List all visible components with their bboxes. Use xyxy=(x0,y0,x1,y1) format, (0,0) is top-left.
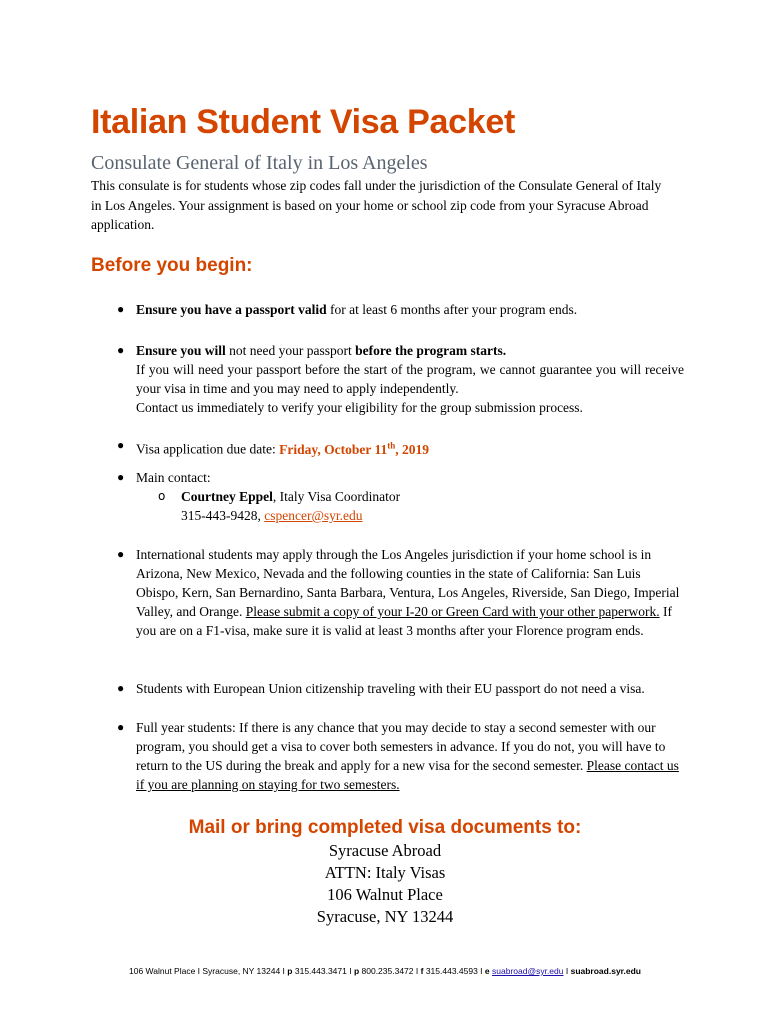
bullet-icon: ● xyxy=(117,438,125,452)
bullet7-text: Full year students: If there is any chance that you may decide to stay a second semester with our program, you should get a visa to cover both semesters in advance. If you do not, you will have to return to the US during the break and apply for a new visa for the second semester. xyxy=(136,720,666,773)
bullet-icon: ● xyxy=(117,343,125,357)
page-subtitle: Consulate General of Italy in Los Angeles xyxy=(91,152,428,174)
list-item-due-date xyxy=(117,436,684,459)
address-line: ATTN: Italy Visas xyxy=(324,863,446,882)
bullet-icon: ● xyxy=(117,720,125,734)
contact-subitem xyxy=(136,487,684,525)
bullet6-text: Students with European Union citizenship traveling with their EU passport do not need a visa. xyxy=(136,681,645,696)
bullet-icon: ● xyxy=(117,470,125,484)
list-item-main-contact xyxy=(117,468,684,525)
list-item-international-students xyxy=(117,545,684,640)
contact-name: Courtney Eppel xyxy=(181,489,273,504)
list-item-eu-citizens xyxy=(117,679,684,698)
list-item-passport-needed xyxy=(117,341,684,417)
bullet5-text2: If you are on a F1-visa, make sure it is valid at least 3 months after your Florence program ends. xyxy=(136,604,672,638)
contact-email-link[interactable]: cspencer@syr.edu xyxy=(264,508,363,523)
bullet-icon: ● xyxy=(117,302,125,316)
bullet2-line3: Contact us immediately to verify your eligibility for the group submission process. xyxy=(136,400,583,415)
mail-heading: Mail or bring completed visa documents to: xyxy=(188,817,582,838)
list-item-full-year xyxy=(117,718,684,794)
footer-email-link[interactable]: suabroad@syr.edu xyxy=(492,966,564,976)
mailing-address xyxy=(0,840,770,928)
bullet5-underlined: Please submit a copy of your I-20 or Green Card with your other paperwork. xyxy=(245,604,660,619)
before-heading: Before you begin: xyxy=(91,255,253,276)
main-contact-label: Main contact: xyxy=(136,470,211,485)
bullet2-bold2: before the program starts. xyxy=(355,343,507,358)
bullet2-line2: If you will need your passport before the start of the program, we cannot guarantee you will receive your visa in time and you may need to apply independently. xyxy=(136,362,684,396)
bullet5-text1: International students may apply through the Los Angeles jurisdiction if your home school is in Arizona, New Mexico, Nevada and the following counties in the state of California: San Luis Obispo, Kern, San Bernardino, Santa Barbara, Ventura, Los Angeles, Riverside, San Diego, Imperial Valley, and Orange. xyxy=(136,547,680,619)
contact-phone: 315-443-9428, xyxy=(181,508,265,523)
bullet-icon: ● xyxy=(117,547,125,561)
bullet2-bold1: Ensure you will xyxy=(136,343,226,358)
list-item-passport-validity xyxy=(117,300,684,319)
intro-paragraph: This consulate is for students whose zip codes fall under the jurisdiction of the Consulate General of Italy in Los Angeles. Your assignment is based on your home or school zip code from your Syracuse Abroad application. xyxy=(91,178,662,232)
bullet2-mid: not need your passport xyxy=(225,343,356,358)
page-title: Italian Student Visa Packet xyxy=(91,103,515,141)
bullet1-text: for at least 6 months after your program ends. xyxy=(326,302,578,317)
circle-bullet-icon: o xyxy=(158,489,166,503)
bullet7-underlined: Please contact us if you are planning on staying for two semesters. xyxy=(136,758,679,792)
page-footer: 106 Walnut Place I Syracuse, NY 13244 I p 315.443.3471 I p 800.235.3472 I f 315.443.4593 I e suabroad@syr.edu I suabroad.syr.edu xyxy=(129,966,641,976)
due-date-value: Friday, October 11th, 2019 xyxy=(279,440,430,457)
due-date-label: Visa application due date: xyxy=(136,441,280,457)
footer-website[interactable]: suabroad.syr.edu xyxy=(570,966,641,976)
address-line: 106 Walnut Place xyxy=(327,885,443,904)
bullet1-bold: Ensure you have a passport valid xyxy=(136,302,327,317)
address-line: Syracuse Abroad xyxy=(328,841,442,860)
bullet-icon: ● xyxy=(117,681,125,695)
contact-role: , Italy Visa Coordinator xyxy=(272,489,401,504)
address-line: Syracuse, NY 13244 xyxy=(316,907,454,926)
